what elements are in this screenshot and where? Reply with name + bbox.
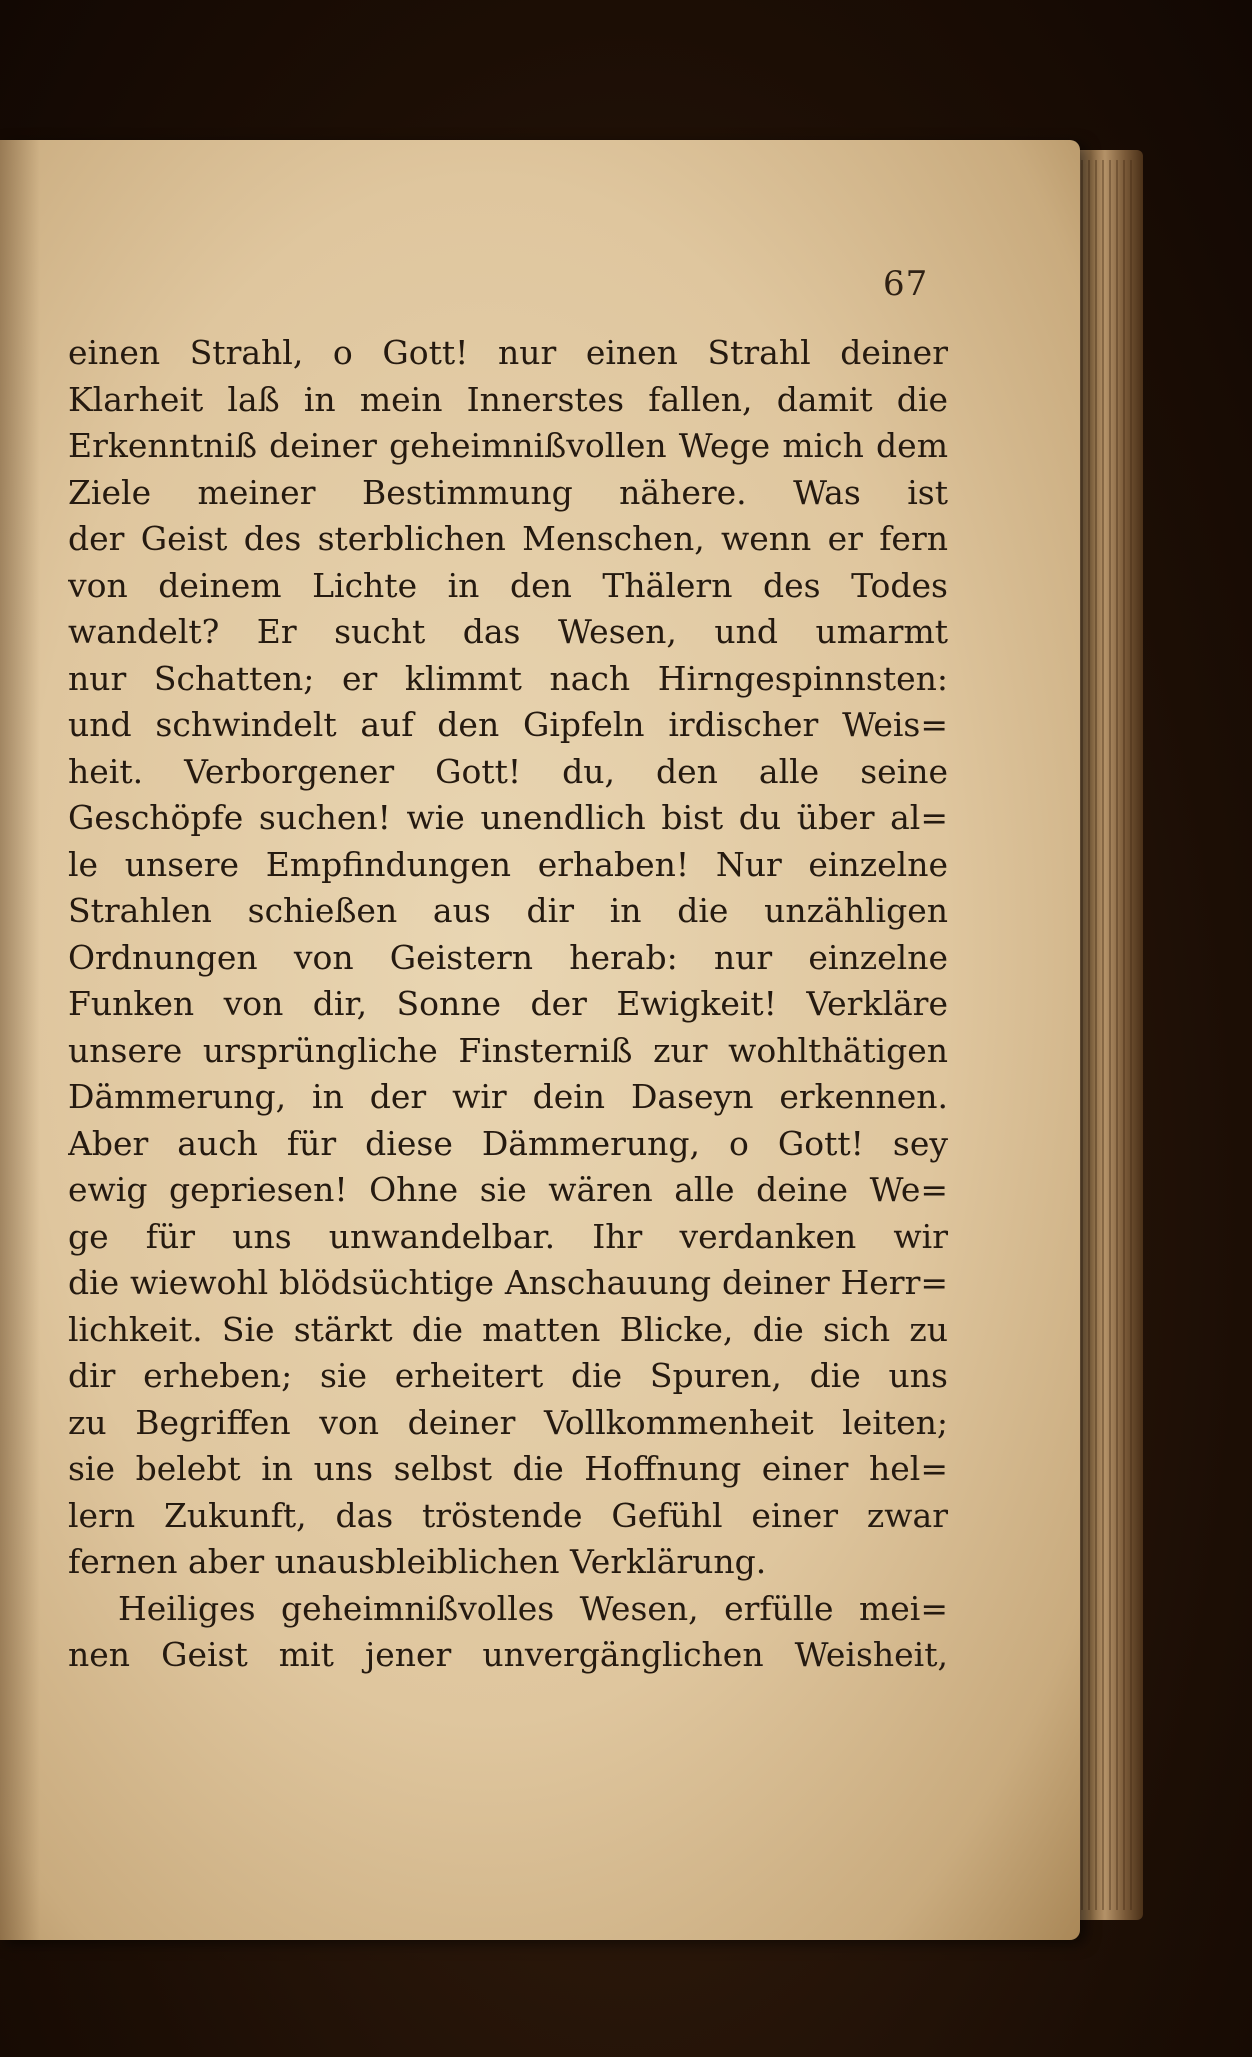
page-number: 67 bbox=[883, 264, 929, 304]
text-line: Klarheit laß in mein Innerstes fallen, damit die bbox=[68, 379, 948, 419]
text-line: fernen aber unausbleiblichen Verklärung. bbox=[68, 1542, 767, 1581]
text-line: sie belebt in uns selbst die Hoffnung einer hel= bbox=[68, 1449, 948, 1488]
text-line: Funken von dir, Sonne der Ewigkeit! Verkläre bbox=[68, 984, 948, 1023]
text-line: Ordnungen von Geistern herab: nur einzelne bbox=[68, 937, 948, 977]
text-line: ge für uns unwandelbar. Ihr verdanken wir bbox=[68, 1216, 948, 1256]
text-line: Aber auch für diese Dämmerung, o Gott! sey bbox=[68, 1123, 948, 1163]
text-line: heit. Verborgener Gott! du, den alle seine bbox=[68, 751, 948, 791]
text-line: einen Strahl, o Gott! nur einen Strahl deiner bbox=[68, 333, 948, 372]
text-line: lichkeit. Sie stärkt die matten Blicke, die sich zu bbox=[68, 1309, 948, 1349]
text-line: und schwindelt auf den Gipfeln irdischer Weis= bbox=[68, 705, 948, 744]
body-text bbox=[68, 330, 948, 1679]
text-line: wandelt? Er sucht das Wesen, und umarmt bbox=[68, 612, 948, 651]
text-line: Geschöpfe suchen! wie unendlich bist du über al= bbox=[68, 798, 948, 837]
text-line: die wiewohl blödsüchtige Anschauung deiner Herr= bbox=[68, 1263, 948, 1302]
text-line: nen Geist mit jener unvergänglichen Weisheit, bbox=[68, 1635, 948, 1674]
text-line: Dämmerung, in der wir dein Daseyn erkennen. bbox=[68, 1077, 948, 1116]
text-line: unsere ursprüngliche Finsterniß zur wohlthätigen bbox=[68, 1030, 948, 1070]
text-line: zu Begriffen von deiner Vollkommenheit leiten; bbox=[68, 1402, 948, 1442]
text-line: ewig gepriesen! Ohne sie wären alle deine We= bbox=[68, 1170, 948, 1209]
text-line: dir erheben; sie erheitert die Spuren, die uns bbox=[68, 1356, 948, 1395]
text-line: Erkenntniß deiner geheimnißvollen Wege mich dem bbox=[68, 426, 948, 465]
text-line: Heiliges geheimnißvolles Wesen, erfülle mei= bbox=[118, 1588, 948, 1628]
text-line: Strahlen schießen aus dir in die unzähligen bbox=[68, 891, 948, 930]
text-line: lern Zukunft, das tröstende Gefühl einer zwar bbox=[68, 1495, 948, 1535]
text-line: nur Schatten; er klimmt nach Hirngespinnsten: bbox=[68, 658, 948, 698]
text-line: der Geist des sterblichen Menschen, wenn er fern bbox=[68, 519, 948, 558]
text-line: le unsere Empfindungen erhaben! Nur einzelne bbox=[68, 844, 948, 884]
text-line: Ziele meiner Bestimmung nähere. Was ist bbox=[68, 472, 948, 512]
text-line: von deinem Lichte in den Thälern des Todes bbox=[68, 565, 948, 605]
